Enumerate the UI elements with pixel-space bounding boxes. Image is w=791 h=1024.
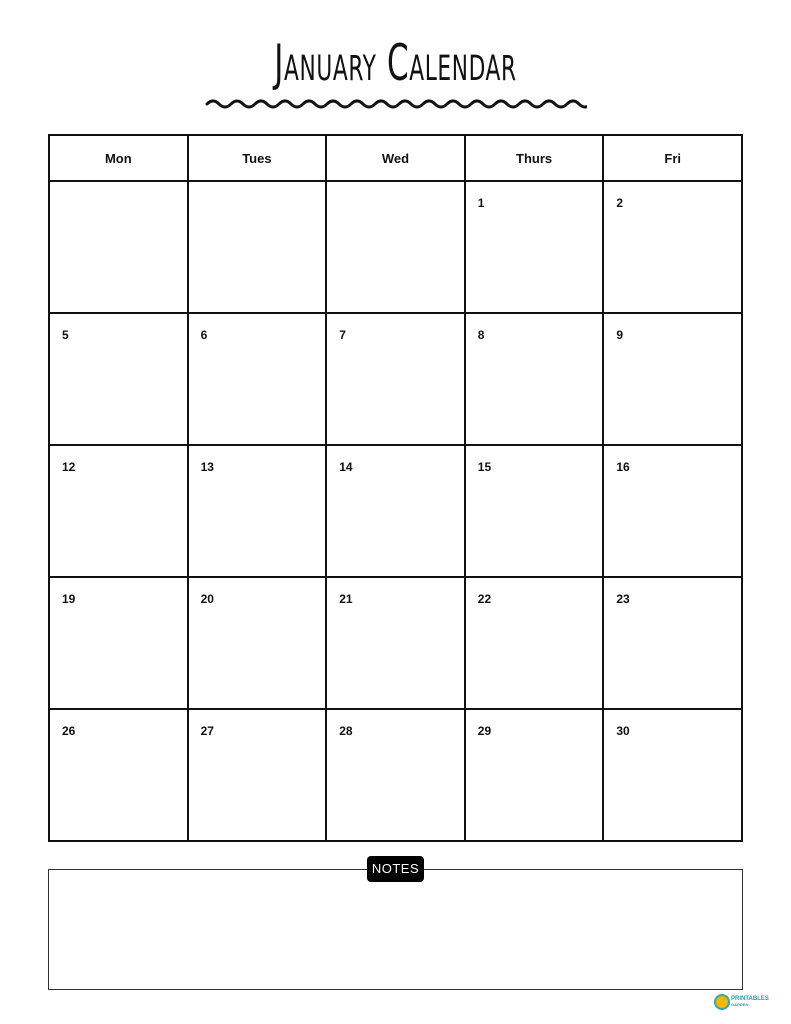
day-cell[interactable]	[188, 313, 327, 445]
weekday-header-row	[49, 135, 742, 181]
day-number: 19	[62, 592, 76, 606]
day-cell[interactable]	[188, 577, 327, 709]
day-cell[interactable]	[188, 445, 327, 577]
day-cell[interactable]	[465, 709, 604, 841]
day-cell[interactable]	[603, 181, 742, 313]
day-number: 15	[477, 460, 492, 474]
day-cell[interactable]	[49, 709, 188, 841]
weekday-header: Fri	[603, 135, 742, 181]
day-cell[interactable]	[465, 445, 604, 577]
notes-box[interactable]	[48, 869, 743, 990]
notes-label: NOTES	[367, 856, 424, 882]
day-cell[interactable]	[326, 181, 465, 313]
logo-text-1: PRINTABLES	[731, 996, 769, 1002]
day-cell[interactable]	[49, 313, 188, 445]
weekday-header: Thurs	[465, 135, 604, 181]
day-number: 5	[62, 328, 69, 342]
day-number: 12	[62, 460, 76, 474]
week-row	[49, 445, 742, 577]
day-cell[interactable]	[326, 313, 465, 445]
weekday-header: Mon	[49, 135, 188, 181]
day-number: 23	[616, 592, 630, 606]
day-number: 27	[200, 724, 214, 738]
day-cell[interactable]	[465, 313, 604, 445]
day-cell[interactable]	[188, 709, 327, 841]
page-title: January Calendar	[274, 34, 517, 92]
weekday-header: Wed	[326, 135, 465, 181]
day-cell[interactable]	[49, 181, 188, 313]
wavy-underline	[205, 96, 587, 116]
week-row	[49, 313, 742, 445]
flower-icon	[716, 996, 728, 1008]
weekday-header: Tues	[188, 135, 327, 181]
day-number: 30	[616, 724, 630, 738]
day-number: 2	[616, 196, 624, 210]
day-cell[interactable]	[188, 181, 327, 313]
day-number: 13	[200, 460, 214, 474]
day-number: 6	[200, 328, 208, 342]
day-number: 20	[200, 592, 214, 606]
day-cell[interactable]	[326, 445, 465, 577]
day-cell[interactable]	[465, 577, 604, 709]
week-row	[49, 577, 742, 709]
day-cell[interactable]	[326, 577, 465, 709]
week-row	[49, 709, 742, 841]
day-number: 9	[616, 328, 624, 342]
day-cell[interactable]	[465, 181, 604, 313]
day-number: 28	[339, 724, 353, 738]
day-cell[interactable]	[603, 313, 742, 445]
day-number: 1	[477, 196, 485, 210]
brand-logo	[716, 996, 769, 1008]
day-cell[interactable]	[326, 709, 465, 841]
week-row	[49, 181, 742, 313]
day-number: 8	[477, 328, 485, 342]
logo-text-2: GARDEN	[731, 1002, 749, 1007]
day-number: 14	[339, 460, 353, 474]
day-cell[interactable]	[49, 577, 188, 709]
day-cell[interactable]	[603, 577, 742, 709]
day-cell[interactable]	[603, 445, 742, 577]
day-cell[interactable]	[49, 445, 188, 577]
day-cell[interactable]	[603, 709, 742, 841]
day-number: 29	[477, 724, 492, 738]
day-number: 16	[616, 460, 630, 474]
day-number: 26	[62, 724, 76, 738]
calendar-grid	[48, 134, 743, 842]
day-number: 7	[339, 328, 346, 342]
day-number: 21	[339, 592, 353, 606]
day-number: 22	[477, 592, 492, 606]
